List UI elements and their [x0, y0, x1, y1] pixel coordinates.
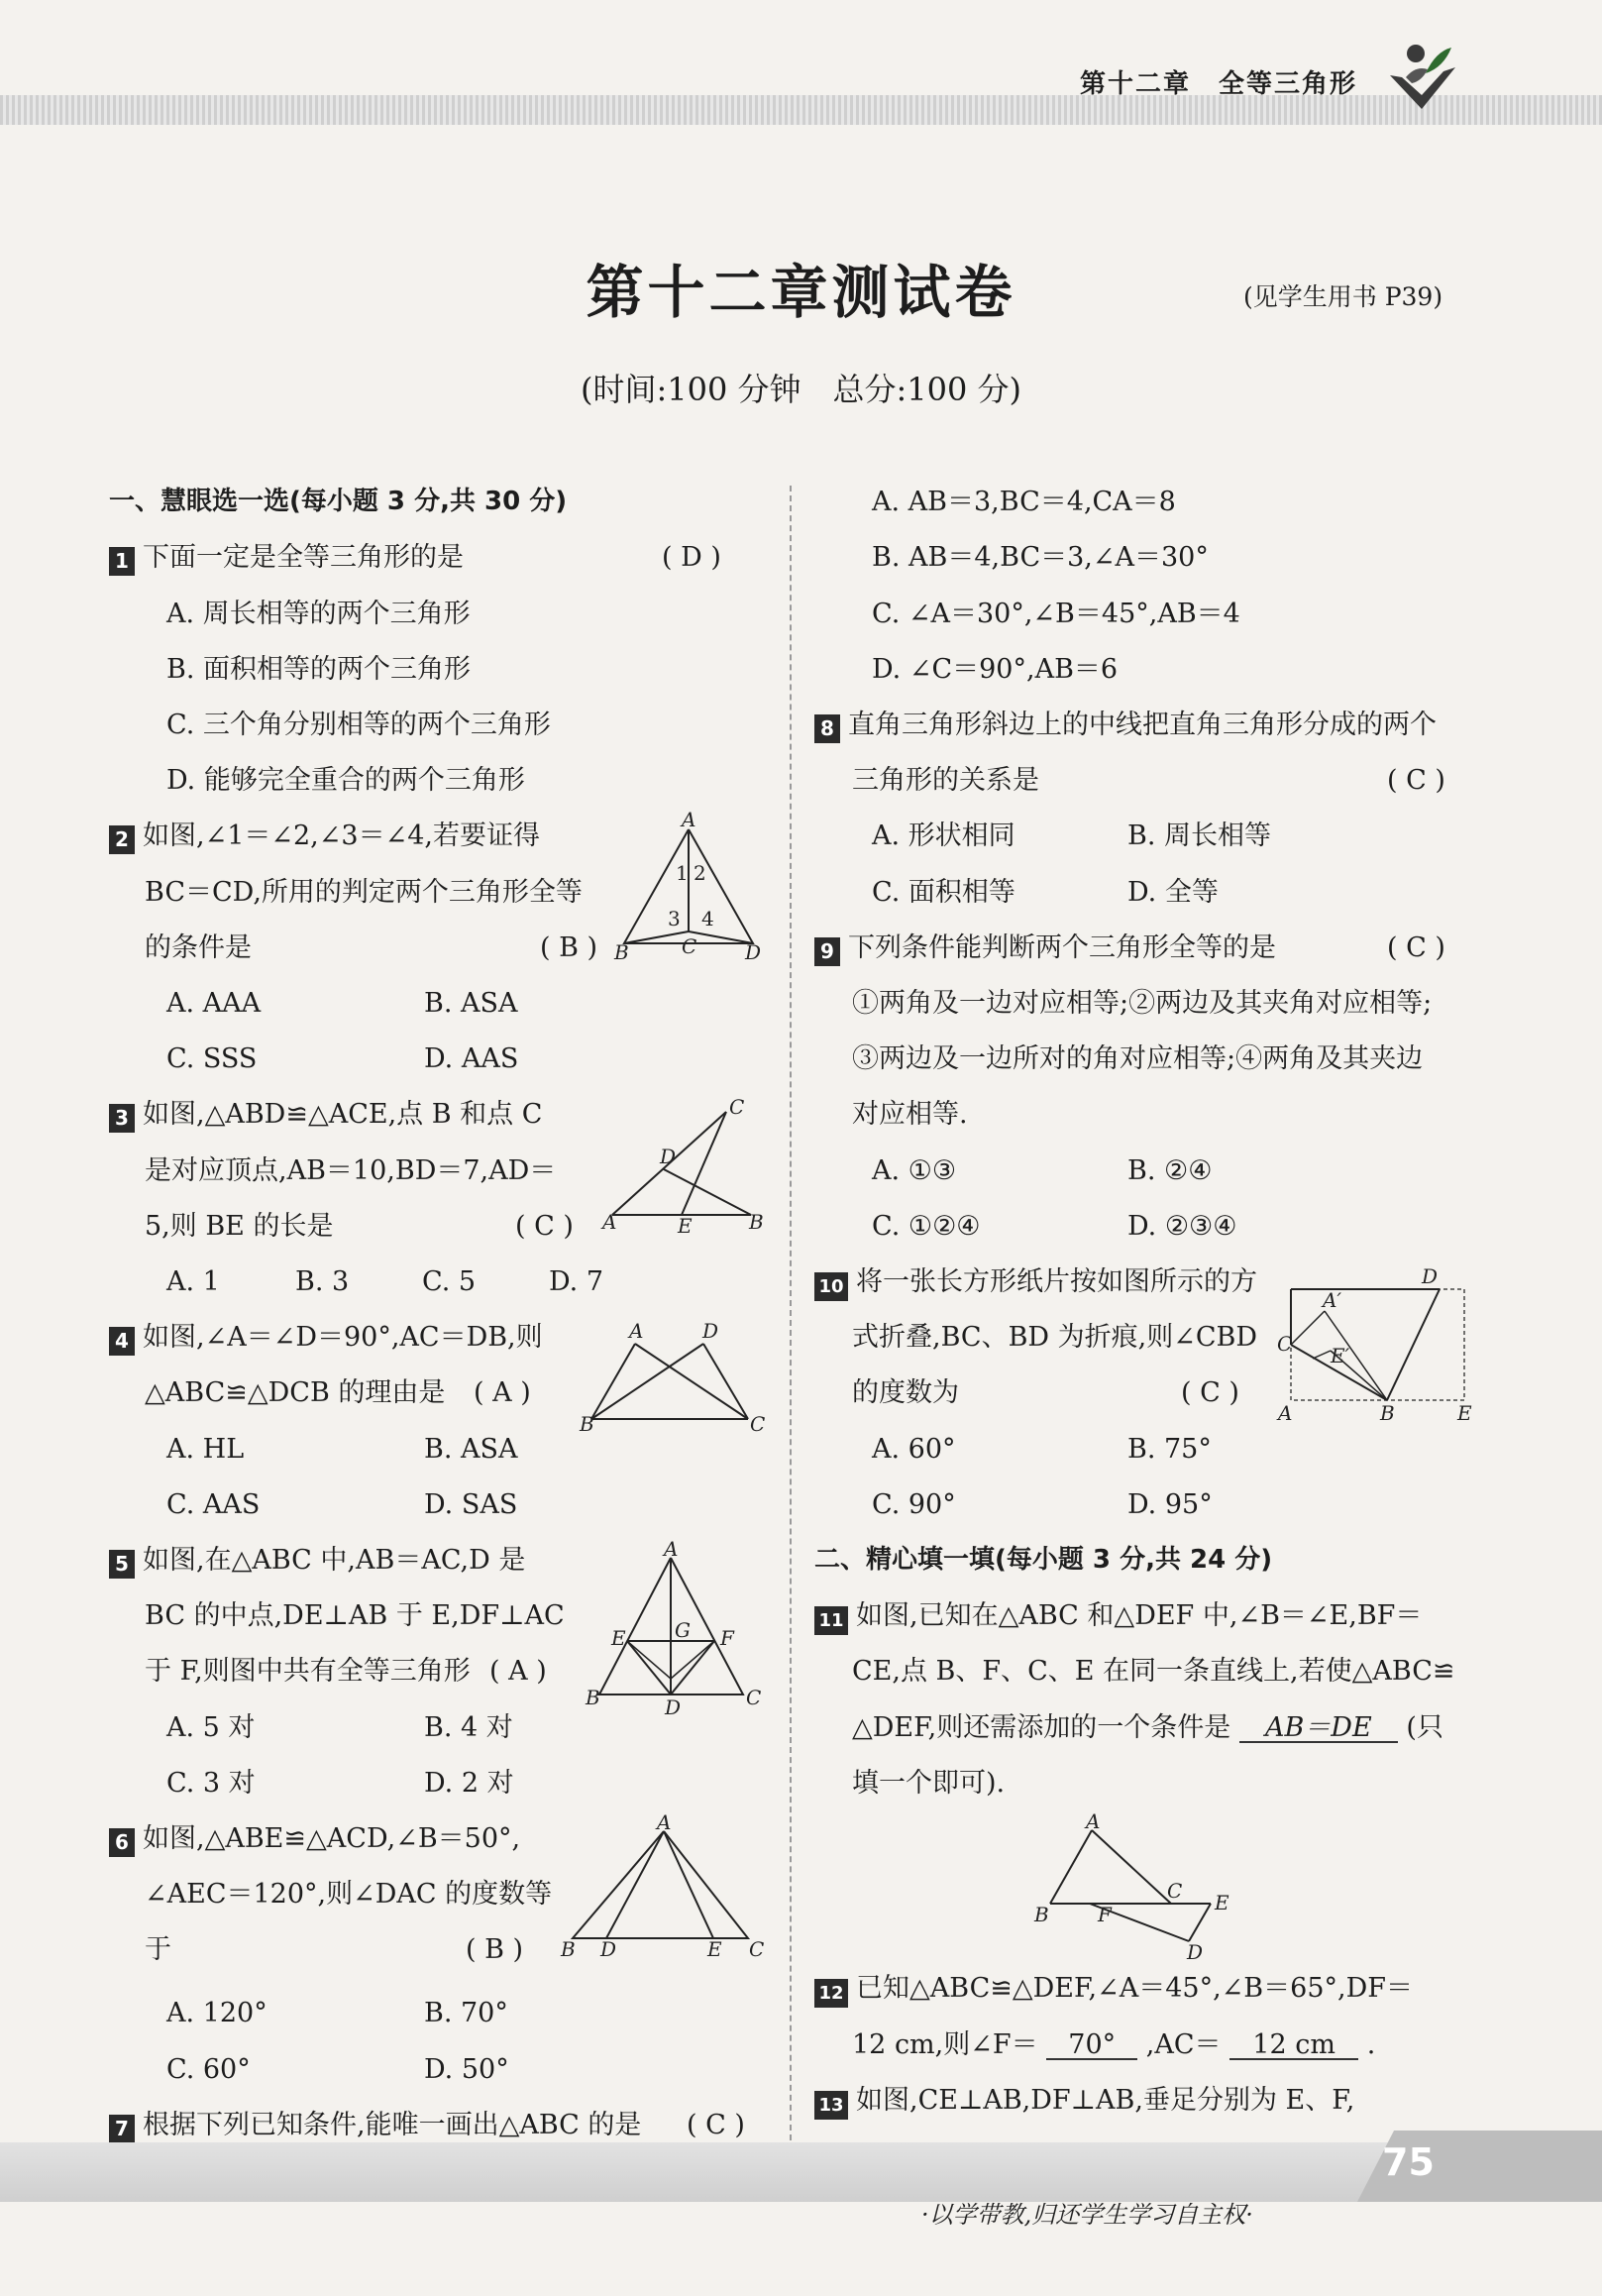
figure-q5	[580, 1537, 763, 1719]
question-3	[109, 1101, 542, 1133]
option-d: D. ∠C＝90°,AB＝6	[872, 654, 1119, 685]
option-d: D. 全等	[1127, 877, 1219, 908]
footer-band	[0, 2142, 1602, 2202]
option-c: C. ∠A＝30°,∠B＝45°,AB＝4	[872, 599, 1240, 629]
figure-q6	[555, 1810, 765, 1961]
svg-text:A′: A′	[1323, 1288, 1341, 1312]
question-text: CE,点 B、F、C、E 在同一条直线上,若使△ABC≌	[852, 1656, 1455, 1687]
svg-text:2: 2	[694, 861, 706, 885]
answer-6: ( B )	[466, 1934, 524, 1965]
question-text: 的度数为	[852, 1377, 959, 1408]
svg-text:B: B	[749, 1210, 764, 1234]
option-c: C. SSS	[166, 1043, 258, 1074]
question-7	[109, 2112, 641, 2143]
option-a: A. 5 对	[166, 1712, 256, 1743]
page-number: 75	[1382, 2140, 1435, 2184]
answer-1: ( D )	[662, 542, 721, 573]
question-text: 于 F,则图中共有全等三角形	[145, 1656, 471, 1687]
question-text: 下列条件能判断两个三角形全等的是	[848, 932, 1276, 963]
option-a: A. ①③	[872, 1155, 957, 1186]
question-10	[814, 1268, 1257, 1301]
question-text: BC＝CD,所用的判定两个三角形全等	[145, 877, 583, 908]
svg-text:B: B	[1034, 1903, 1049, 1926]
figure-q11	[1030, 1809, 1258, 1967]
book-logo-icon	[1382, 38, 1461, 117]
option-d: D. 2 对	[424, 1768, 514, 1799]
question-number: 2	[109, 825, 135, 854]
question-text: 于	[145, 1934, 171, 1965]
question-2	[109, 822, 540, 854]
question-text: 下面一定是全等三角形的是	[143, 542, 464, 573]
header-area	[0, 40, 1602, 99]
svg-text:A: A	[682, 808, 696, 831]
answer-11-blank: AB＝DE	[1239, 1714, 1398, 1743]
question-text-part: .	[1366, 2029, 1376, 2060]
svg-text:D: D	[1422, 1264, 1439, 1288]
reference-note: (见学生用书 P39)	[1243, 282, 1443, 311]
option-a: A. 60°	[872, 1434, 956, 1465]
option-d: D. AAS	[424, 1043, 519, 1074]
answer-8: ( C )	[1387, 765, 1445, 796]
svg-text:E: E	[1215, 1891, 1229, 1914]
question-text-part: (只	[1406, 1712, 1443, 1743]
footer-motto: ·以学带教,归还学生学习自主权·	[921, 2201, 1253, 2229]
question-text-part: △DEF,则还需添加的一个条件是	[852, 1712, 1231, 1743]
answer-10: ( C )	[1181, 1377, 1239, 1408]
question-6	[109, 1825, 520, 1857]
svg-text:C: C	[729, 1095, 745, 1119]
section-1-heading: 一、慧眼选一选(每小题 3 分,共 30 分)	[109, 487, 568, 516]
question-text-part: ,AC＝	[1145, 2029, 1222, 2060]
option-b: B. 周长相等	[1127, 820, 1272, 851]
svg-text:C: C	[750, 1412, 766, 1436]
option-d: D. 50°	[424, 2054, 509, 2085]
svg-text:E: E	[678, 1214, 693, 1238]
svg-text:D: D	[660, 1145, 677, 1168]
option-c: C. ①②④	[872, 1211, 981, 1242]
option-c: C. 90°	[872, 1489, 956, 1520]
option-c: C. 三个角分别相等的两个三角形	[166, 710, 551, 740]
chapter-label: 第十二章 全等三角形	[1080, 69, 1358, 99]
option-a: A. 120°	[166, 1998, 267, 2028]
svg-text:E: E	[707, 1937, 722, 1961]
answer-3: ( C )	[515, 1211, 574, 1242]
answer-12-blank-2: 12 cm	[1229, 2031, 1358, 2060]
question-text: ∠AEC＝120°,则∠DAC 的度数等	[145, 1879, 553, 1910]
option-a: A. 形状相同	[872, 820, 1015, 851]
question-1	[109, 544, 464, 576]
question-text: 对应相等.	[852, 1099, 968, 1130]
option-b: B. ASA	[424, 1434, 518, 1465]
question-number: 5	[109, 1550, 135, 1579]
svg-text:B: B	[614, 940, 629, 964]
question-text: 如图,△ABD≌△ACE,点 B 和点 C	[143, 1099, 543, 1130]
svg-text:D: D	[665, 1695, 682, 1719]
question-text: 已知△ABC≌△DEF,∠A＝45°,∠B＝65°,DF＝	[856, 1973, 1413, 2004]
svg-text:B: B	[561, 1937, 576, 1961]
svg-text:F: F	[720, 1626, 734, 1650]
answer-7: ( C )	[687, 2110, 745, 2140]
svg-text:A: A	[1086, 1809, 1101, 1833]
question-number: 1	[109, 547, 135, 576]
option-d: D. ②③④	[1127, 1211, 1237, 1242]
question-number: 3	[109, 1104, 135, 1133]
svg-text:C: C	[1167, 1879, 1183, 1903]
svg-text:C: C	[682, 934, 697, 958]
option-b: B. 75°	[1127, 1434, 1212, 1465]
svg-text:D: D	[600, 1937, 617, 1961]
option-d: D. 能够完全重合的两个三角形	[166, 765, 525, 796]
option-a: A. HL	[166, 1434, 245, 1465]
option-b: B. 70°	[424, 1998, 508, 2028]
question-text	[852, 1714, 1443, 1743]
figure-q2	[614, 808, 763, 964]
section-2-heading: 二、精心填一填(每小题 3 分,共 24 分)	[814, 1545, 1273, 1575]
svg-text:D: D	[1187, 1940, 1204, 1964]
question-text: 5,则 BE 的长是	[145, 1211, 334, 1242]
svg-text:A: A	[657, 1810, 672, 1834]
svg-text:A: A	[602, 1210, 617, 1234]
question-number: 12	[814, 1979, 848, 2008]
option-c: C. 60°	[166, 2054, 251, 2085]
question-text: 如图,CE⊥AB,DF⊥AB,垂足分别为 E、F,	[856, 2085, 1355, 2116]
option-c: C. 面积相等	[872, 877, 1015, 908]
answer-4: ( A )	[474, 1377, 531, 1408]
svg-text:C: C	[749, 1937, 765, 1961]
answer-5: ( A )	[489, 1656, 547, 1687]
svg-text:B: B	[586, 1686, 600, 1709]
question-11	[814, 1602, 1422, 1635]
option-a: A. AB＝3,BC＝4,CA＝8	[872, 487, 1176, 517]
answer-2: ( B )	[540, 932, 598, 963]
option-b: B. AB＝4,BC＝3,∠A＝30°	[872, 542, 1209, 573]
option-d: D. SAS	[424, 1489, 518, 1520]
question-text: △ABC≌△DCB 的理由是	[145, 1377, 446, 1408]
question-12	[814, 1975, 1413, 2008]
figure-q4	[580, 1319, 766, 1436]
question-text: 如图,已知在△ABC 和△DEF 中,∠B＝∠E,BF＝	[856, 1600, 1423, 1631]
question-text	[852, 2031, 1375, 2060]
svg-text:E: E	[1457, 1401, 1472, 1425]
svg-text:3: 3	[668, 907, 681, 930]
option-c: C. 3 对	[166, 1768, 256, 1799]
figure-q10	[1273, 1263, 1472, 1425]
question-text: 的条件是	[145, 932, 252, 963]
question-number: 6	[109, 1828, 135, 1857]
question-text: 直角三角形斜边上的中线把直角三角形分成的两个	[848, 710, 1437, 740]
svg-text:E: E	[611, 1626, 626, 1650]
option-b: B. 面积相等的两个三角形	[166, 654, 472, 685]
question-text: 三角形的关系是	[852, 765, 1039, 796]
svg-text:4: 4	[701, 907, 714, 930]
time-score-note: (时间:100 分钟 总分:100 分)	[580, 371, 1022, 408]
question-text: BC 的中点,DE⊥AB 于 E,DF⊥AC	[145, 1600, 565, 1631]
question-5	[109, 1547, 525, 1579]
figure-q3	[602, 1095, 764, 1238]
option-a: A. AAA	[166, 988, 262, 1019]
question-number: 4	[109, 1327, 135, 1356]
svg-text:F: F	[1098, 1903, 1112, 1926]
question-number: 10	[814, 1272, 848, 1301]
question-4	[109, 1324, 543, 1356]
question-number: 9	[814, 937, 840, 966]
question-text: 如图,△ABE≌△ACD,∠B＝50°,	[143, 1823, 521, 1854]
question-text: 填一个即可).	[852, 1768, 1006, 1799]
option-b: B. 3	[295, 1266, 350, 1297]
svg-text:A: A	[664, 1537, 679, 1561]
question-number: 13	[814, 2091, 848, 2120]
question-text: 如图,∠1＝∠2,∠3＝∠4,若要证得	[143, 820, 540, 851]
question-number: 8	[814, 714, 840, 743]
option-b: B. 4 对	[424, 1712, 513, 1743]
svg-text:C: C	[746, 1686, 762, 1709]
svg-text:A: A	[1278, 1401, 1293, 1425]
question-number: 11	[814, 1606, 848, 1635]
option-d: D. 7	[549, 1266, 604, 1297]
option-b: B. ASA	[424, 988, 518, 1019]
question-text: 将一张长方形纸片按如图所示的方	[856, 1266, 1257, 1297]
svg-text:1: 1	[676, 861, 689, 885]
option-a: A. 周长相等的两个三角形	[166, 599, 471, 629]
svg-text:C: C	[1277, 1332, 1293, 1356]
question-text-part: 12 cm,则∠F＝	[852, 2029, 1038, 2060]
svg-text:A: A	[629, 1319, 644, 1343]
svg-text:E′: E′	[1331, 1344, 1350, 1367]
option-c: C. AAS	[166, 1489, 261, 1520]
svg-text:B: B	[1380, 1401, 1395, 1425]
svg-text:D: D	[702, 1319, 719, 1343]
option-b: B. ②④	[1127, 1155, 1213, 1186]
svg-text:G: G	[675, 1618, 691, 1642]
svg-text:B: B	[580, 1412, 594, 1436]
option-d: D. 95°	[1127, 1489, 1213, 1520]
question-text: 式折叠,BC、BD 为折痕,则∠CBD	[852, 1322, 1258, 1353]
question-text: 如图,在△ABC 中,AB＝AC,D 是	[143, 1545, 526, 1576]
question-number: 7	[109, 2115, 135, 2143]
header-band	[0, 95, 1602, 125]
question-8	[814, 711, 1437, 743]
question-text: 如图,∠A＝∠D＝90°,AC＝DB,则	[143, 1322, 543, 1353]
question-text: 是对应顶点,AB＝10,BD＝7,AD＝	[145, 1155, 557, 1186]
column-divider	[790, 486, 792, 2150]
question-text: 根据下列已知条件,能唯一画出△ABC 的是	[143, 2110, 642, 2140]
question-text: ③两边及一边所对的角对应相等;④两角及其夹边	[852, 1043, 1424, 1074]
answer-12-blank-1: 70°	[1046, 2031, 1137, 2060]
question-13	[814, 2087, 1354, 2120]
option-c: C. 5	[422, 1266, 477, 1297]
question-text: ①两角及一边对应相等;②两边及其夹角对应相等;	[852, 988, 1433, 1019]
svg-text:D: D	[745, 940, 762, 964]
question-9	[814, 934, 1276, 966]
option-a: A. 1	[166, 1266, 220, 1297]
answer-9: ( C )	[1387, 932, 1445, 963]
page-title: 第十二章测试卷	[586, 259, 1016, 326]
